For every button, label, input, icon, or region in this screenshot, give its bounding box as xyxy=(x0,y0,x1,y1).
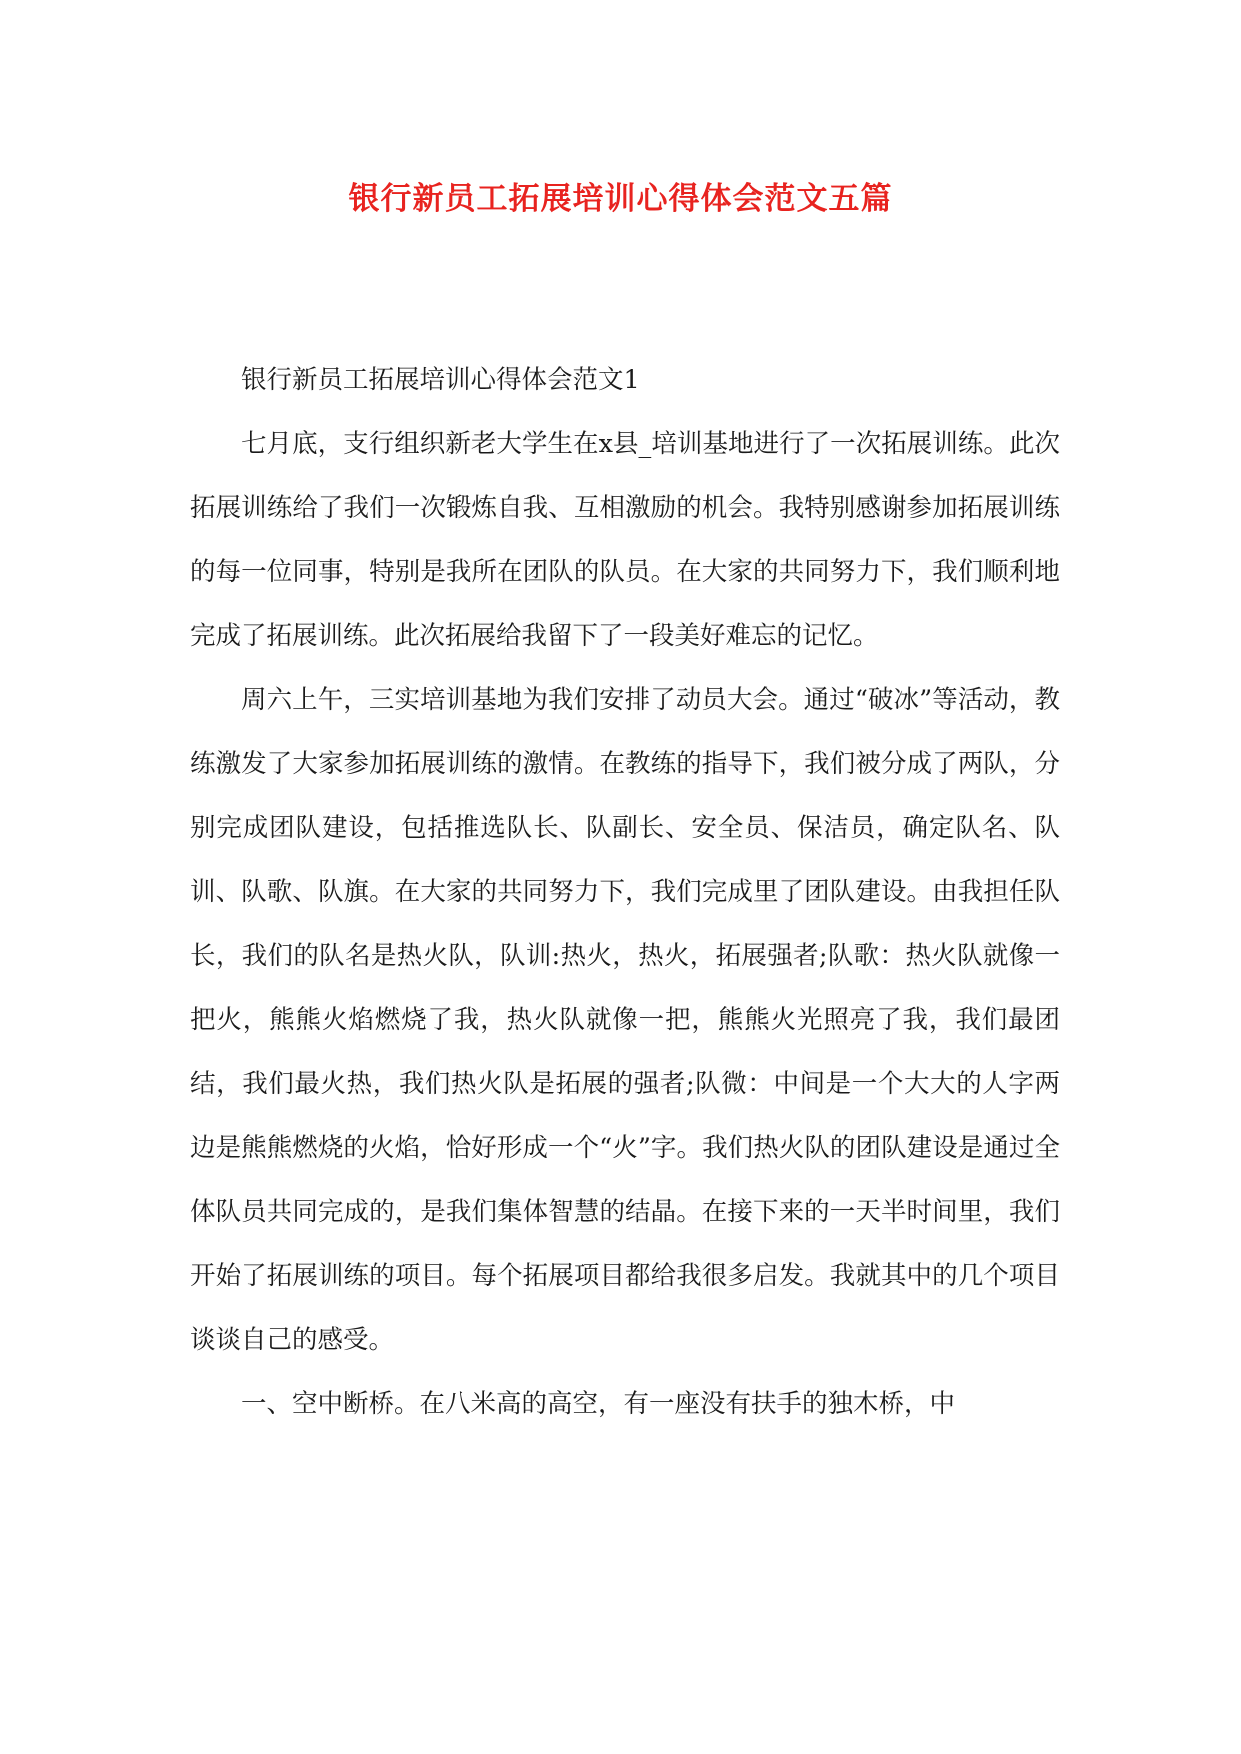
document-title: 银行新员工拓展培训心得体会范文五篇 xyxy=(348,180,893,217)
section-heading: 银行新员工拓展培训心得体会范文1 xyxy=(241,365,640,395)
paragraph: 七月底，支行组织新老大学生在x县_培训基地进行了一次拓展训练。此次拓展训练给了我们一次锻炼自我、互相激励的机会。我特别感谢参加拓展训练的每一位同事，特别是我所在团队的队员。在大家的共同努力下，我们顺利地完成了拓展训练。此次拓展给我留下了一段美好难忘的记忆。 xyxy=(190,429,1060,651)
paragraph: 周六上午，三实培训基地为我们安排了动员大会。通过“破冰”等活动，教练激发了大家参加拓展训练的激情。在教练的指导下，我们被分成了两队，分别完成团队建设，包括推选队长、队副长、安全员、保洁员，确定队名、队训、队歌、队旗。在大家的共同努力下，我们完成里了团队建设。由我担任队长，我们的队名是热火队，队训:热火，热火，拓展强者;队歌：热火队就像一把火，熊熊火焰燃烧了我，热火队就像一把，熊熊火光照亮了我，我们最团结，我们最火热，我们热火队是拓展的强者;队微：中间是一个大大的人字两边是熊熊燃烧的火焰，恰好形成一个“火”字。我们热火队的团队建设是通过全体队员共同完成的，是我们集体智慧的结晶。在接下来的一天半时间里，我们开始了拓展训练的项目。每个拓展项目都给我很多启发。我就其中的几个项目谈谈自己的感受。 xyxy=(190,685,1060,1355)
paragraph: 一、空中断桥。在八米高的高空，有一座没有扶手的独木桥，中 xyxy=(241,1389,956,1419)
document-body xyxy=(190,348,1060,1436)
